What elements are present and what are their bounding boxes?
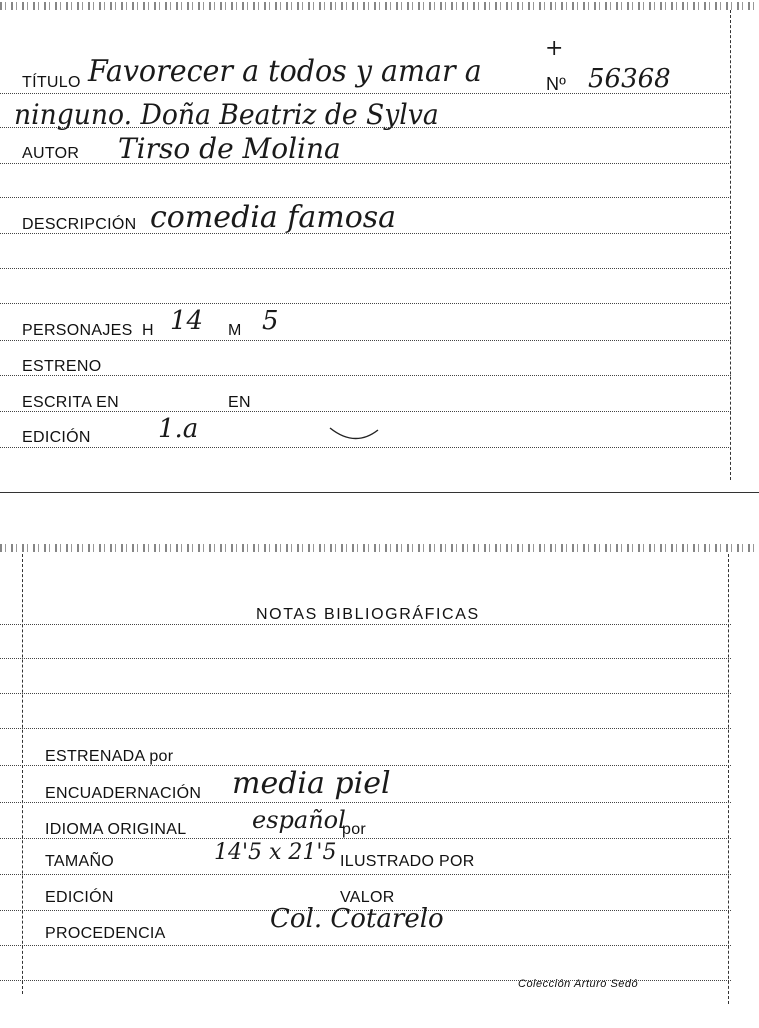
valor-label: VALOR <box>340 889 395 906</box>
escrita-en-label: ESCRITA EN <box>22 394 119 411</box>
autor-value: Tirso de Molina <box>118 132 341 165</box>
edicion-label: EDICIÓN <box>22 429 91 446</box>
scan-noise-edge <box>0 544 759 552</box>
rule <box>0 728 731 729</box>
titulo-label: TÍTULO <box>22 74 81 91</box>
catalog-card-top <box>0 0 759 495</box>
numero-value: 56368 <box>588 64 671 94</box>
ilustrado-label: ILUSTRADO POR <box>340 853 475 870</box>
card-left-edge <box>22 554 23 994</box>
edicion-value: 1.a <box>158 414 199 444</box>
titulo-value-line2: ninguno. Doña Beatriz de Sylva <box>14 98 439 131</box>
por-label: por <box>342 821 367 838</box>
idioma-label: IDIOMA ORIGINAL <box>45 821 187 838</box>
descripcion-label: DESCRIPCIÓN <box>22 216 137 233</box>
card-separator <box>0 492 759 493</box>
tamano-label: TAMAÑO <box>45 853 115 870</box>
catalog-card-bottom <box>0 540 759 1028</box>
rule <box>0 340 731 341</box>
cross-mark: + <box>545 36 564 61</box>
rule <box>0 197 731 198</box>
autor-label: AUTOR <box>22 145 80 162</box>
edicion-label-bottom: EDICIÓN <box>45 889 114 906</box>
card-right-edge <box>730 10 731 480</box>
notas-heading: NOTAS BIBLIOGRÁFICAS <box>256 606 480 623</box>
encuadernacion-value: media piel <box>232 766 391 801</box>
rule <box>0 268 731 269</box>
estreno-label: ESTRENO <box>22 358 102 375</box>
descripcion-value: comedia famosa <box>150 200 397 235</box>
procedencia-value: Col. Cotarelo <box>270 904 444 934</box>
rule <box>0 658 731 659</box>
numero-label: Nº <box>546 74 567 94</box>
en-label: EN <box>228 394 251 411</box>
estrenada-label: ESTRENADA por <box>45 748 174 765</box>
tamano-value: 14'5 x 21'5 <box>214 840 337 865</box>
punch-hole-mark <box>320 400 390 450</box>
rule <box>0 945 731 946</box>
procedencia-label: PROCEDENCIA <box>45 925 166 942</box>
idioma-value: español <box>252 806 346 834</box>
encuadernacion-label: ENCUADERNACIÓN <box>45 785 202 802</box>
scan-noise-edge <box>0 2 759 10</box>
personajes-h-label: H <box>142 322 154 339</box>
rule <box>0 624 731 625</box>
personajes-label: PERSONAJES <box>22 322 133 339</box>
personajes-h-value: 14 <box>170 306 204 336</box>
rule <box>0 375 731 376</box>
titulo-value-line1: Favorecer a todos y amar a <box>88 54 482 89</box>
collection-caption: Colección Arturo Sedó <box>518 978 639 990</box>
rule <box>0 874 731 875</box>
rule <box>0 303 731 304</box>
personajes-m-value: 5 <box>262 306 279 336</box>
rule <box>0 163 731 164</box>
card-right-edge <box>728 554 729 1004</box>
personajes-m-label: M <box>228 322 242 339</box>
rule <box>0 693 731 694</box>
